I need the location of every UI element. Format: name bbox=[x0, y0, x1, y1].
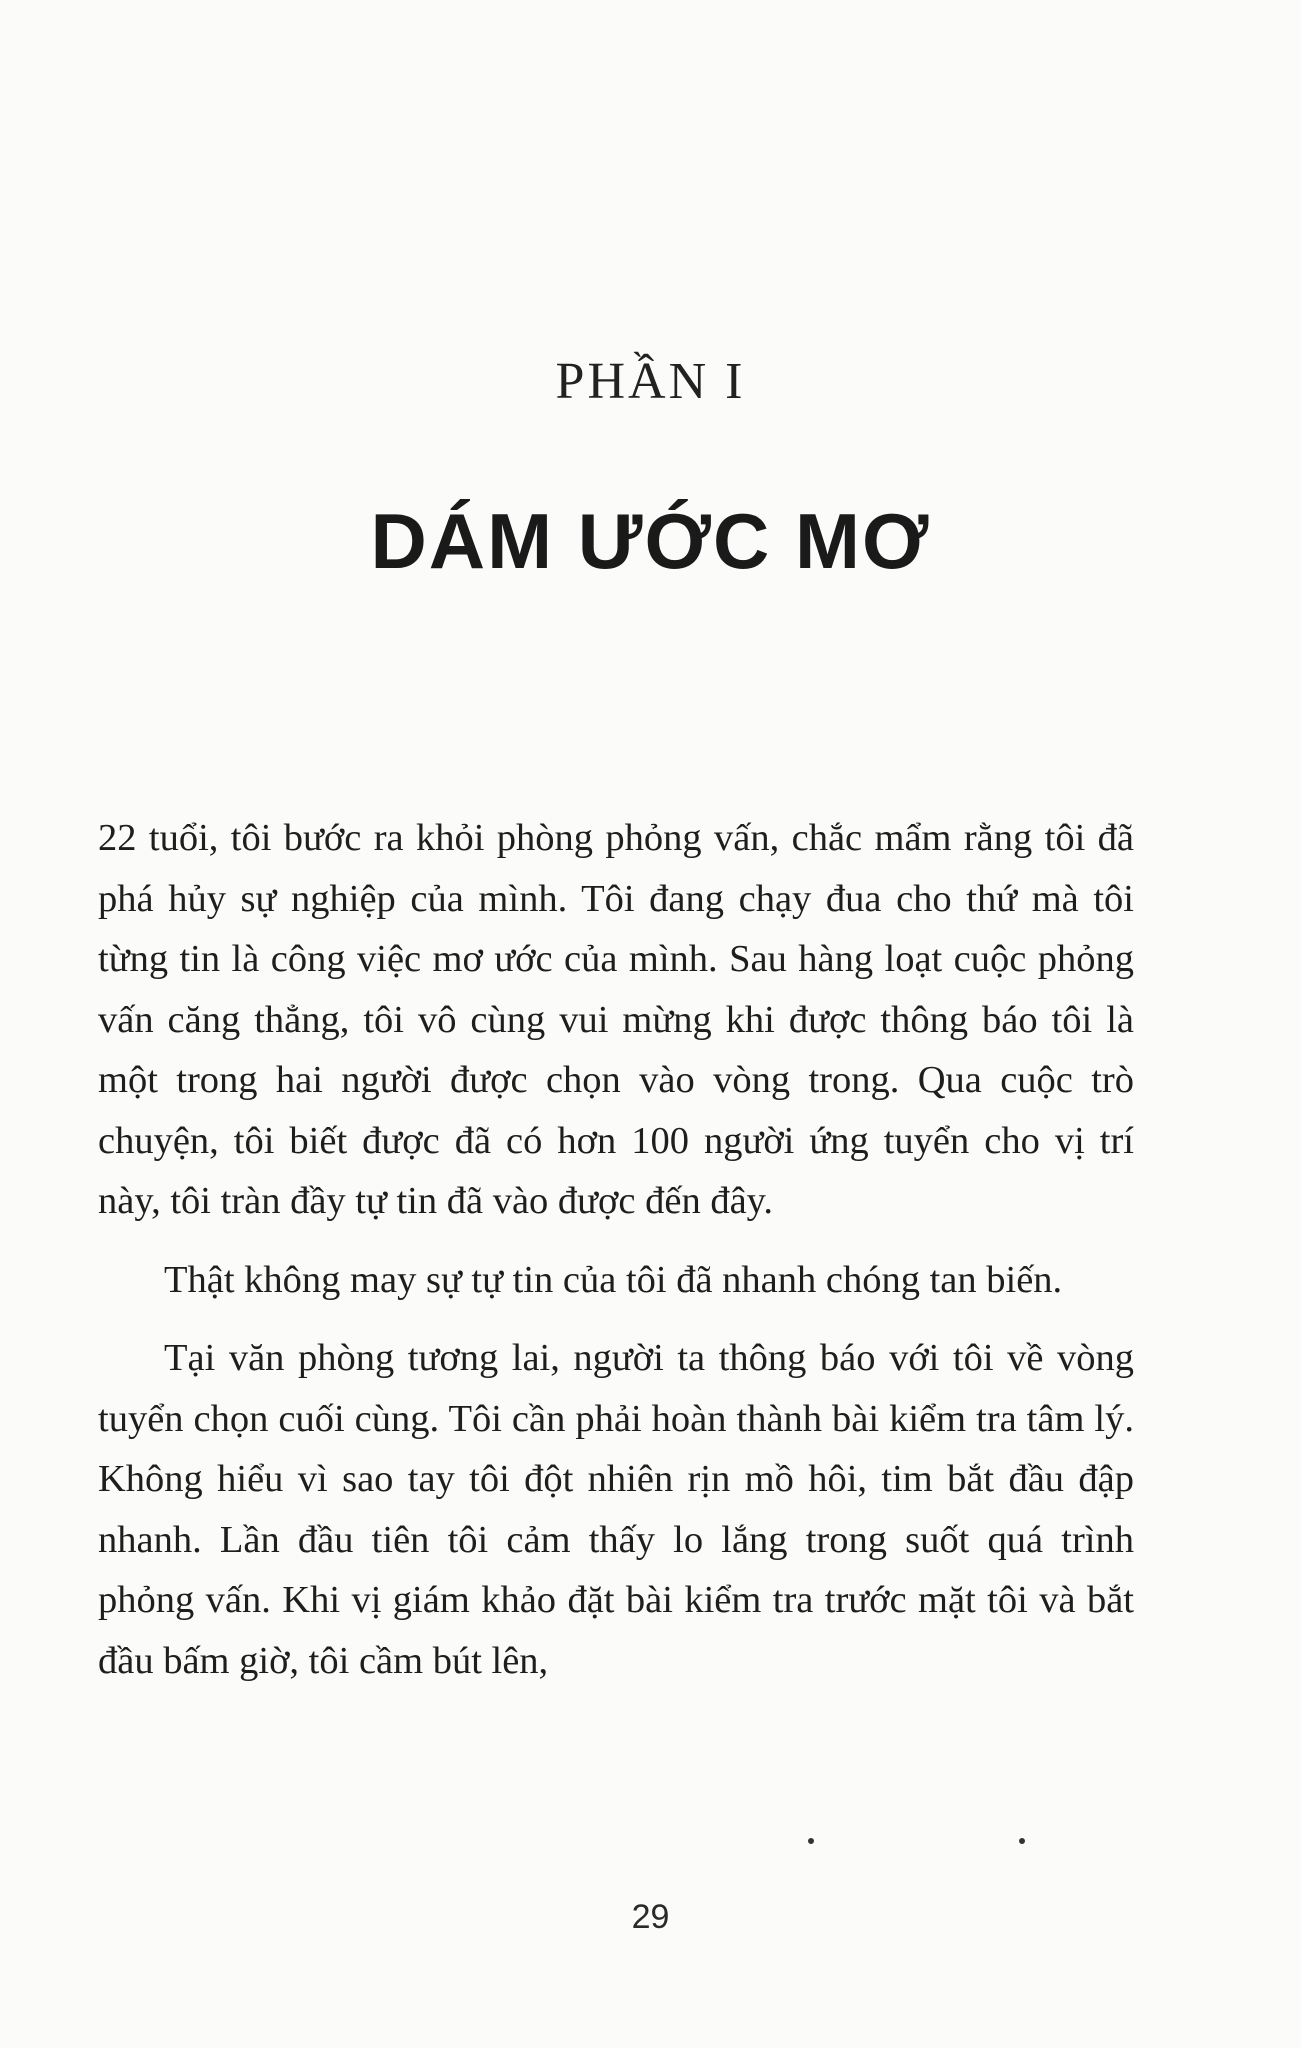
print-speck bbox=[1019, 1838, 1025, 1844]
print-speck bbox=[808, 1838, 814, 1844]
paragraph-2: Thật không may sự tự tin của tôi đã nhanh chóng tan biến. bbox=[164, 1258, 1063, 1301]
paragraph-3: Tại văn phòng tương lai, người ta thông báo với tôi về vòng tuyển chọn cuối cùng. Tôi cần phải hoàn thành bài kiểm tra tâm lý. Không hiểu vì sao tay tôi đột nhiên rịn mồ hôi, tim bắt đầu đập nhanh. Lần đầu tiên tôi cảm thấy lo lắng trong suốt quá trình phỏng vấn. Khi vị giám khảo đặt bài kiểm tra trước mặt tôi và bắt đầu bấm giờ, tôi cầm bút lên, bbox=[98, 1337, 1134, 1682]
page-number: 29 bbox=[631, 1898, 670, 1936]
chapter-title: DÁM ƯỚC MƠ bbox=[370, 497, 931, 585]
part-label: PHẦN I bbox=[555, 353, 746, 410]
paragraph-1: 22 tuổi, tôi bước ra khỏi phòng phỏng vấn, chắc mẩm rằng tôi đã phá hủy sự nghiệp của mình. Tôi đang chạy đua cho thứ mà tôi từng tin là công việc mơ ước của mình. Sau hàng loạt cuộc phỏng vấn căng thẳng, tôi vô cùng vui mừng khi được thông báo tôi là một trong hai người được chọn vào vòng trong. Qua cuộc trò chuyện, tôi biết được đã có hơn 100 người ứng tuyển cho vị trí này, tôi tràn đầy tự tin đã vào được đến đây. bbox=[98, 817, 1134, 1222]
body-text bbox=[98, 808, 1134, 1709]
